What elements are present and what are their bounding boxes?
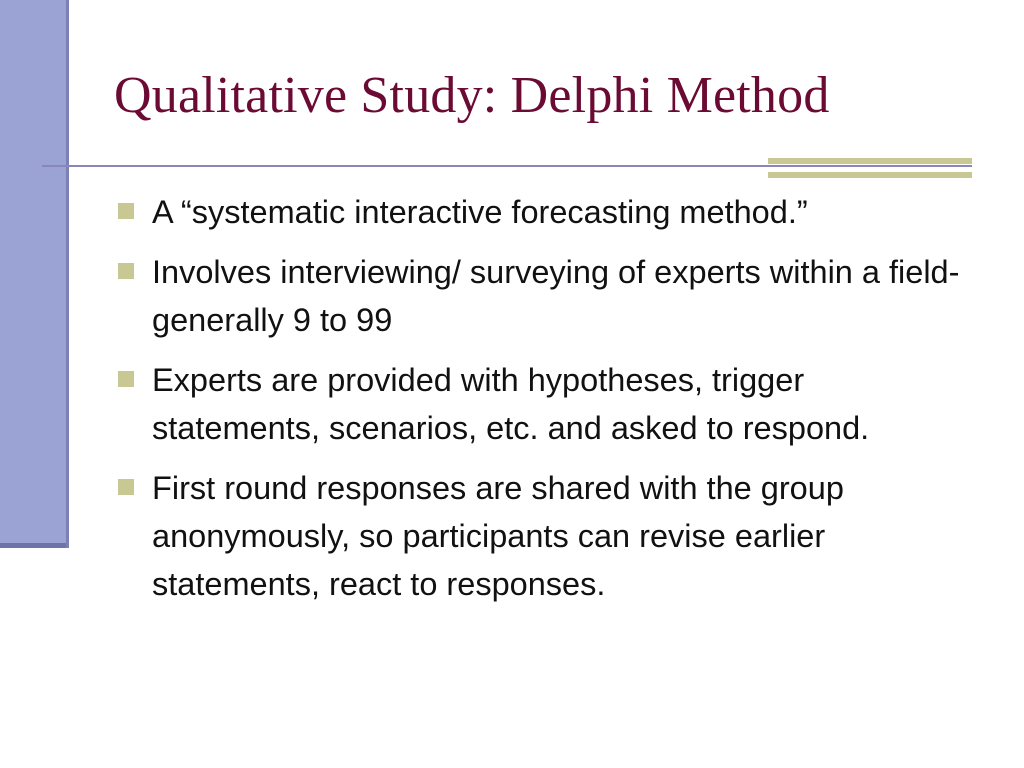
side-decoration-edge (66, 0, 69, 548)
square-bullet-icon (118, 479, 134, 495)
title-divider (42, 165, 972, 167)
bullet-item (116, 188, 976, 236)
accent-bar-bottom (768, 172, 972, 178)
bullet-text: Involves interviewing/ surveying of experts within a field- generally 9 to 99 (152, 254, 960, 338)
bullet-text: A “systematic interactive forecasting method.” (152, 194, 808, 230)
square-bullet-icon (118, 263, 134, 279)
slide-title: Qualitative Study: Delphi Method (114, 67, 830, 124)
bullet-item (116, 248, 976, 344)
accent-bar-top (768, 158, 972, 164)
bullet-list (116, 188, 976, 620)
bullet-text: First round responses are shared with the group anonymously, so participants can revise earlier statements, react to responses. (152, 470, 844, 602)
side-decoration-shadow (0, 543, 68, 548)
side-decoration-bar (0, 0, 66, 546)
square-bullet-icon (118, 371, 134, 387)
bullet-text: Experts are provided with hypotheses, trigger statements, scenarios, etc. and asked to respond. (152, 362, 870, 446)
bullet-item (116, 356, 976, 452)
square-bullet-icon (118, 203, 134, 219)
bullet-item (116, 464, 976, 608)
